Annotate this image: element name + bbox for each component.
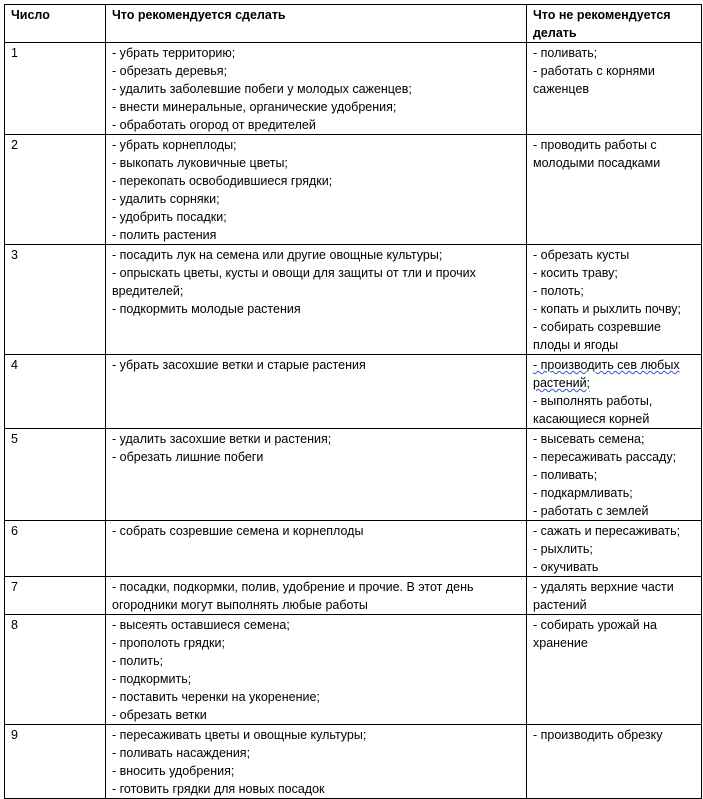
table-row — [5, 521, 702, 577]
recommended-item: - обрезать ветки — [112, 708, 207, 722]
recommended-cell — [106, 355, 527, 429]
table-row — [5, 245, 702, 355]
not-recommended-item: - косить траву; — [533, 266, 618, 280]
table-row — [5, 615, 702, 725]
recommended-cell — [106, 521, 527, 577]
recommended-item: - готовить грядки для новых посадок — [112, 782, 325, 796]
recommended-item: - посадки, подкормки, полив, удобрение и прочие. В этот день огородники могут выполнять любые работы — [112, 580, 474, 612]
not-recommended-cell — [527, 245, 702, 355]
not-recommended-cell — [527, 429, 702, 521]
day-number: 2 — [5, 135, 106, 245]
day-number: 5 — [5, 429, 106, 521]
not-recommended-item: - сажать и пересаживать; — [533, 524, 681, 538]
recommended-item: - перекопать освободившиеся грядки; — [112, 174, 333, 188]
gardening-calendar-table — [4, 4, 702, 799]
table-row — [5, 577, 702, 615]
not-recommended-item: - проводить работы с молодыми посадками — [533, 138, 661, 170]
day-number: 4 — [5, 355, 106, 429]
table-row — [5, 135, 702, 245]
recommended-item: - подкормить; — [112, 672, 192, 686]
recommended-item: - вносить удобрения; — [112, 764, 235, 778]
not-recommended-item: - полоть; — [533, 284, 584, 298]
recommended-cell — [106, 725, 527, 799]
day-number: 7 — [5, 577, 106, 615]
not-recommended-cell — [527, 43, 702, 135]
table-row — [5, 429, 702, 521]
recommended-item: - выкопать луковичные цветы; — [112, 156, 288, 170]
day-number: 6 — [5, 521, 106, 577]
recommended-item: - удалить сорняки; — [112, 192, 220, 206]
recommended-item: - пересаживать цветы и овощные культуры; — [112, 728, 367, 742]
recommended-cell — [106, 135, 527, 245]
table-row — [5, 725, 702, 799]
recommended-item: - обрезать деревья; — [112, 64, 228, 78]
recommended-item: - убрать территорию; — [112, 46, 236, 60]
not-recommended-item: - удалять верхние части растений — [533, 580, 674, 612]
header-not-recommended: Что не рекомендуется делать — [527, 5, 702, 43]
not-recommended-cell — [527, 355, 702, 429]
recommended-cell — [106, 245, 527, 355]
day-number: 9 — [5, 725, 106, 799]
recommended-item: - подкормить молодые растения — [112, 302, 301, 316]
recommended-item: - опрыскать цветы, кусты и овощи для защиты от тли и прочих вредителей; — [112, 266, 476, 298]
not-recommended-item: - пересаживать рассаду; — [533, 450, 677, 464]
recommended-cell — [106, 615, 527, 725]
not-recommended-item: - производить сев любых растений; — [533, 358, 680, 390]
recommended-item: - полить; — [112, 654, 164, 668]
day-number: 1 — [5, 43, 106, 135]
recommended-item: - прополоть грядки; — [112, 636, 225, 650]
not-recommended-item: - производить обрезку — [533, 728, 663, 742]
not-recommended-cell — [527, 577, 702, 615]
recommended-item: - собрать созревшие семена и корнеплоды — [112, 524, 364, 538]
recommended-cell — [106, 429, 527, 521]
table-row — [5, 43, 702, 135]
not-recommended-cell — [527, 615, 702, 725]
not-recommended-item: - собирать созревшие плоды и ягоды — [533, 320, 661, 352]
not-recommended-item: - копать и рыхлить почву; — [533, 302, 682, 316]
not-recommended-item: - окучивать — [533, 560, 599, 574]
not-recommended-item: - рыхлить; — [533, 542, 593, 556]
header-recommended: Что рекомендуется сделать — [106, 5, 527, 43]
not-recommended-item: - собирать урожай на хранение — [533, 618, 657, 650]
not-recommended-item: - поливать; — [533, 468, 598, 482]
recommended-item: - обрезать лишние побеги — [112, 450, 264, 464]
recommended-cell — [106, 577, 527, 615]
recommended-item: - удалить засохшие ветки и растения; — [112, 432, 332, 446]
recommended-item: - обработать огород от вредителей — [112, 118, 316, 132]
recommended-item: - удалить заболевшие побеги у молодых саженцев; — [112, 82, 412, 96]
not-recommended-item: - работать с землей — [533, 504, 649, 518]
not-recommended-cell — [527, 135, 702, 245]
recommended-item: - поставить черенки на укоренение; — [112, 690, 320, 704]
recommended-item: - удобрить посадки; — [112, 210, 227, 224]
table-row — [5, 355, 702, 429]
recommended-item: - внести минеральные, органические удобрения; — [112, 100, 397, 114]
not-recommended-item: - выполнять работы, касающиеся корней — [533, 394, 653, 426]
day-number: 8 — [5, 615, 106, 725]
recommended-cell — [106, 43, 527, 135]
day-number: 3 — [5, 245, 106, 355]
header-row — [5, 5, 702, 43]
not-recommended-item: - подкармливать; — [533, 486, 633, 500]
not-recommended-item: - работать с корнями саженцев — [533, 64, 655, 96]
recommended-item: - убрать засохшие ветки и старые растения — [112, 358, 366, 372]
not-recommended-cell — [527, 725, 702, 799]
not-recommended-cell — [527, 521, 702, 577]
not-recommended-item: - высевать семена; — [533, 432, 645, 446]
recommended-item: - высеять оставшиеся семена; — [112, 618, 290, 632]
header-number: Число — [5, 5, 106, 43]
recommended-item: - убрать корнеплоды; — [112, 138, 237, 152]
recommended-item: - полить растения — [112, 228, 217, 242]
not-recommended-item: - поливать; — [533, 46, 598, 60]
recommended-item: - поливать насаждения; — [112, 746, 251, 760]
recommended-item: - посадить лук на семена или другие овощные культуры; — [112, 248, 443, 262]
not-recommended-item: - обрезать кусты — [533, 248, 630, 262]
